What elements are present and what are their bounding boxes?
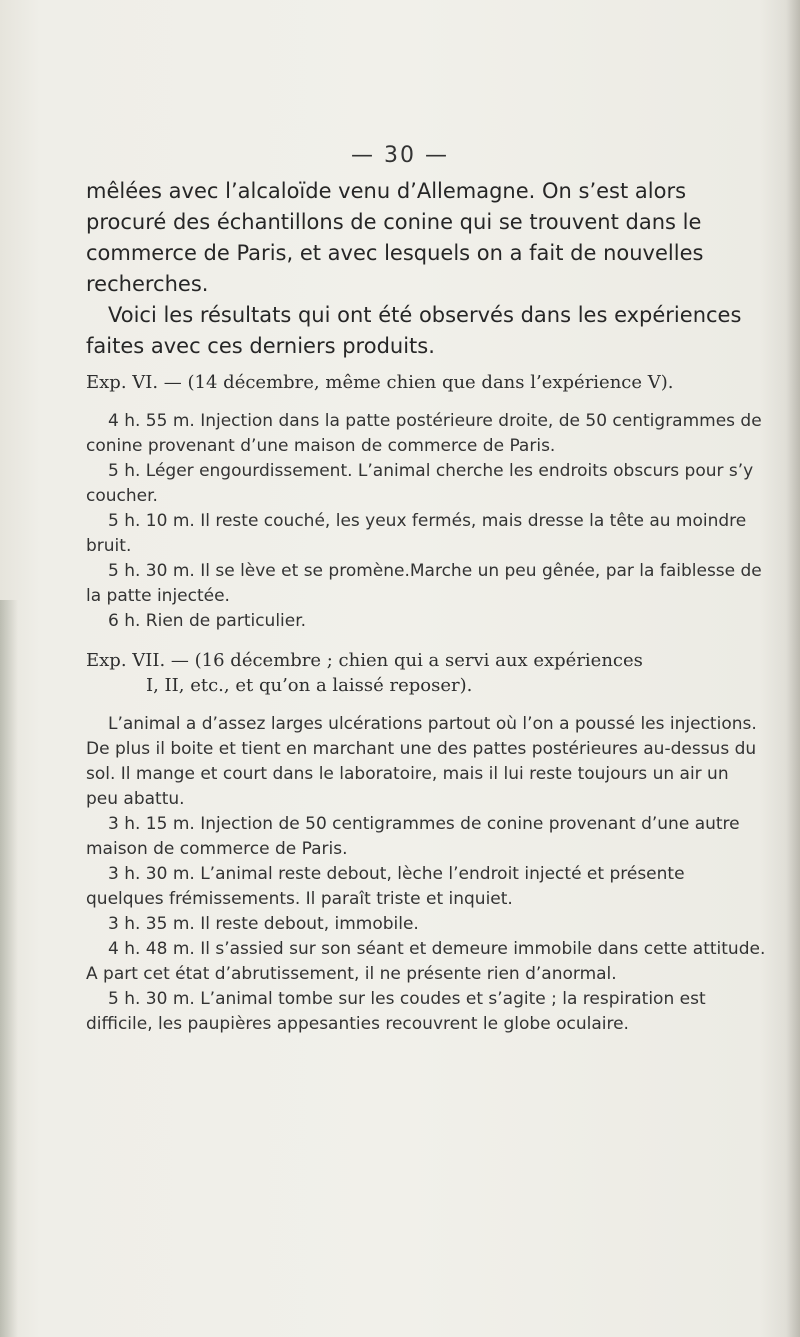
experiment-6 xyxy=(86,370,766,634)
page-number: — 30 — xyxy=(351,143,449,168)
experiment-7-heading: Exp. VII. — (16 décembre ; chien qui a servi aux expériences xyxy=(86,650,643,671)
page-edge-shadow xyxy=(786,0,800,1337)
experiment-6-entry: 4 h. 55 m. Injection dans la patte postérieure droite, de 50 centigrammes de conine provenant d’une maison de commerce de Paris. xyxy=(86,411,762,456)
intro-paragraph-2: Voici les résultats qui ont été observés dans les expériences faites avec ces derniers produits. xyxy=(86,303,742,358)
experiment-7-entry: 4 h. 48 m. Il s’assied sur son séant et demeure immobile dans cette attitude. A part cet état d’abrutissement, il ne présente rien d’anormal. xyxy=(86,939,766,984)
experiment-7-entry: 5 h. 30 m. L’animal tombe sur les coudes et s’agite ; la respiration est difficile, les paupières appesanties recouvrent le globe oculaire. xyxy=(86,989,706,1034)
experiment-7 xyxy=(86,648,766,1037)
experiment-6-entry: 6 h. Rien de particulier. xyxy=(108,611,307,631)
experiment-6-entry: 5 h. 30 m. Il se lève et se promène.Marche un peu gênée, par la faiblesse de la patte injectée. xyxy=(86,561,762,606)
experiment-6-entry: 5 h. Léger engourdissement. L’animal cherche les endroits obscurs pour s’y coucher. xyxy=(86,461,754,506)
experiment-6-entry: 5 h. 10 m. Il reste couché, les yeux fermés, mais dresse la tête au moindre bruit. xyxy=(86,511,747,556)
experiment-7-entry: L’animal a d’assez larges ulcérations partout où l’on a poussé les injections. De plus il boite et tient en marchant une des pattes postérieures au-dessus du sol. Il mange et court dans le laboratoire, mais il lui reste toujours un air un peu abattu. xyxy=(86,714,757,809)
page-gutter-shadow xyxy=(0,600,18,1337)
experiment-7-entry: 3 h. 30 m. L’animal reste debout, lèche l’endroit injecté et présente quelques frémissements. Il paraît triste et inquiet. xyxy=(86,864,685,909)
experiment-6-heading: Exp. VI. — (14 décembre, même chien que dans l’expérience V). xyxy=(86,372,674,393)
intro-paragraph-1: mêlées avec l’alcaloïde venu d’Allemagne. On s’est alors procuré des échantillons de conine qui se trouvent dans le commerce de Paris, et avec lesquels on a fait de nouvelles recherches. xyxy=(86,179,704,296)
experiment-7-entry: 3 h. 35 m. Il reste debout, immobile. xyxy=(108,914,419,934)
intro-text xyxy=(86,176,766,362)
experiment-7-entry: 3 h. 15 m. Injection de 50 centigrammes de conine provenant d’une autre maison de commerce de Paris. xyxy=(86,814,740,859)
experiment-7-heading-cont: I, II, etc., et qu’on a laissé reposer). xyxy=(146,675,473,696)
